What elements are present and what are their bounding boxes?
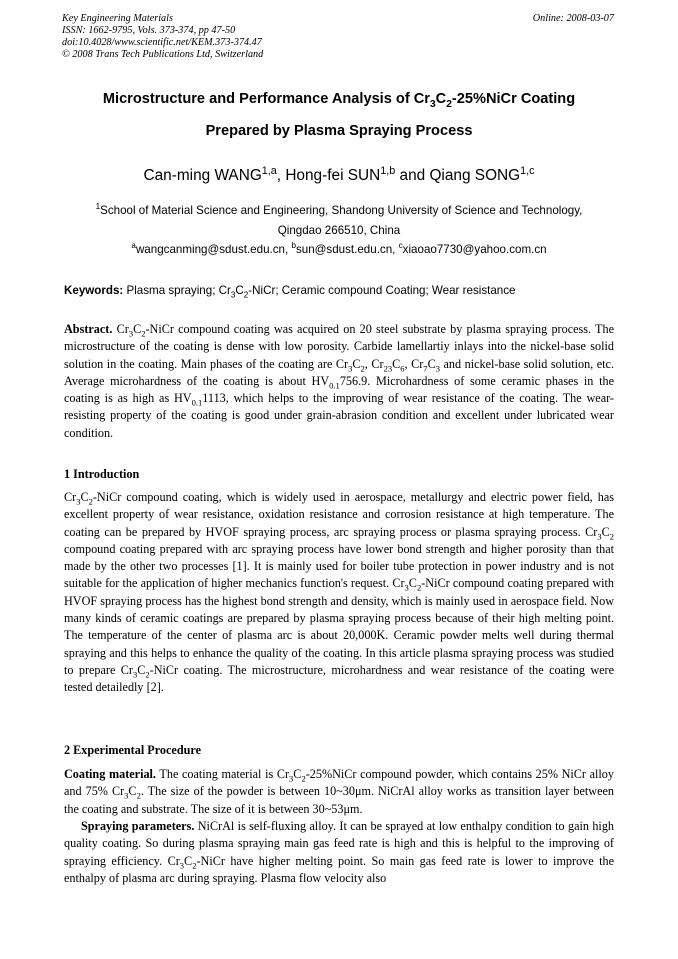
affiliation: $^1$School of Material Science and Engineering, Shandong University of Science and Technology, Qingdao 266510, China <box>95 202 583 237</box>
issn-line: ISSN: 1662-9795, Vols. 373-374, pp 47-50 <box>62 25 236 36</box>
doi-line: doi:10.4028/www.scientific.net/KEM.373-374.47 <box>62 37 262 48</box>
journal-header <box>62 13 263 61</box>
online-date: Online: 2008-03-07 <box>532 13 614 24</box>
author-emails: $^a$wangcanming@sdust.edu.cn, $^b$sun@sdust.edu.cn, $^c$xiaoao7730@yahoo.com.cn <box>131 241 547 256</box>
keywords: Keywords: Plasma spraying; $Cr_3C_2$-NiCr; Ceramic compound Coating; Wear resistance <box>64 284 516 300</box>
abstract-paragraph: Abstract. $Cr_3C_2$-NiCr compound coating was acquired on 20 steel substrate by plasma spraying process. The microstructure of the coating is dense with low porosity. Carbide lamellartiy inlays into the nickel-base solid solution in the coating. Main phases of the coating are $Cr_3C_2$, $Cr_{23}C_6$, $Cr_7C_3$ and nickel-base solid solution, etc. Average microhardness of the coating is about $HV_{0.1}756.9$. Microhardness of some ceramic phases in the coating is as high as $HV_{0.1}1113$, which helps to the improving of wear resistance of the coating. The wear-resisting property of the coating is good under grain-abrasion condition and excellent under lubricated wear condition. <box>64 322 615 440</box>
journal-name: Key Engineering Materials <box>62 13 173 24</box>
copyright-line: © 2008 Trans Tech Publications Ltd, Switzerland <box>62 49 264 60</box>
section-heading-experimental: 2 Experimental Procedure <box>64 743 201 757</box>
section-heading-introduction: 1 Introduction <box>64 467 140 481</box>
paper-title-line2: Prepared by Plasma Spraying Process <box>205 123 473 139</box>
author-list: Can-ming WANG$^{1,a}$, Hong-fei SUN$^{1,b}$ and Qiang SONG$^{1,c}$ <box>143 164 535 184</box>
spraying-parameters-paragraph: Spraying parameters. NiCrAl is self-fluxing alloy. It can be sprayed at low enthalpy condition to gain high quality coating. So during plasma spraying main gas feed rate is high and this is helpful to the improving of spraying efficiency. $Cr_3C_2$-NiCr have higher melting point. So main gas feed rate is lower to improve the enthalpy of plasma arc during spraying. Plasma flow velocity also <box>64 819 615 885</box>
coating-material-paragraph: Coating material. The coating material is $Cr_3C_2-25\%NiCr$ compound powder, which contains 25% NiCr alloy and 75% $Cr_3C_2$. The size of the powder is between 10~30μm. NiCrAl alloy works as transition layer between the coating and substrate. The size of it is between 30~53μm. <box>64 767 614 816</box>
introduction-paragraph: $Cr_3C_2$-NiCr compound coating, which is widely used in aerospace, metallurgy and electric power field, has excellent property of wear resistance, oxidation resistance and corrosion resistance at high temperature. The coating can be prepared by HVOF spraying process, arc spraying process or plasma spraying process. $Cr_3C_2$ compound coating prepared with arc spraying process have lower bond strength and higher porosity than that made by the other two processes [1]. It is mainly used for boiler tube protection in power industry and is not suitable for the application of higher mechanics function's request. $Cr_3C_2$-NiCr compound coating prepared with HVOF spraying process has the highest bond strength and density, which is mainly used in aerospace field. Now many kinds of ceramic coatings are prepared by plasma spraying process because of their high melting point. The temperature of the center of plasma arc is about 20,000K. Ceramic powder melts well during thermal spraying and this helps to enhance the quality of the coating. In this article plasma spraying process was studied to prepare $Cr_3C_2$-NiCr coating. The microstructure, microhardness and wear resistance of the coating were tested detailedly [2]. <box>64 490 614 695</box>
paper-title-line1: Microstructure and Performance Analysis of $Cr_3C_2-25\%NiCr$ Coating <box>102 91 576 110</box>
